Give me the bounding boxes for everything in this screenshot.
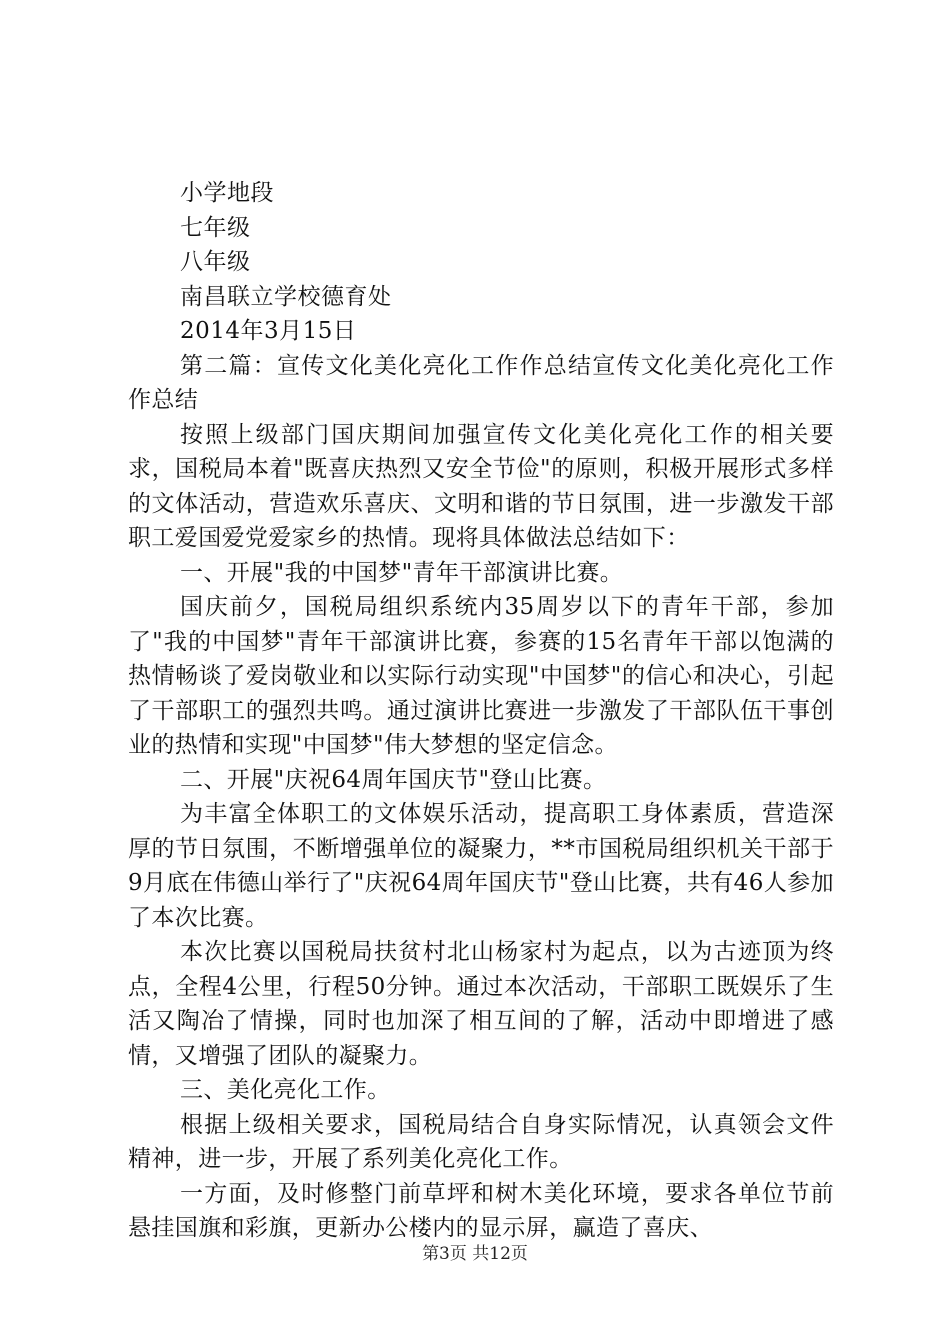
body-paragraph-intro: 按照上级部门国庆期间加强宣传文化美化亮化工作的相关要求，国税局本着"既喜庆热烈又安全节俭"的原则，积极开展形式多样的文体活动，营造欢乐喜庆、文明和谐的节日氛围，进一步激发干部职工爱国爱党爱家乡的热情。现将具体做法总结如下：: [128, 421, 834, 551]
header-line-grade-seven: 七年级: [180, 214, 251, 241]
heading-item-three: 三、美化亮化工作。: [180, 1077, 391, 1103]
document-body: [128, 176, 834, 1246]
header-line-issuer: 南昌联立学校德育处: [180, 283, 392, 310]
body-paragraph-hiking-route: 本次比赛以国税局扶贫村北山杨家村为起点，以为古迹顶为终点，全程4公里，行程50分钟。通过本次活动，干部职工既娱乐了生活又陶冶了情操，同时也加深了相互间的了解，活动中即增进了感情，又增强了团队的凝聚力。: [128, 939, 834, 1069]
header-line-school-section: 小学地段: [180, 180, 274, 206]
heading-item-one: 一、开展"我的中国梦"青年干部演讲比赛。: [180, 559, 624, 586]
heading-item-two: 二、开展"庆祝64周年国庆节"登山比赛。: [180, 766, 607, 793]
section-title-paragraph: 第二篇：宣传文化美化亮化工作作总结宣传文化美化亮化工作作总结: [128, 352, 834, 413]
page-number-footer: 第3页 共12页: [422, 1244, 528, 1264]
body-paragraph-beautification: 根据上级相关要求，国税局结合自身实际情况，认真领会文件精神，进一步，开展了系列美化亮化工作。: [128, 1111, 834, 1172]
body-paragraph-environment: 一方面，及时修整门前草坪和树木美化环境，要求各单位节前悬挂国旗和彩旗，更新办公楼内的显示屏，赢造了喜庆、: [128, 1180, 834, 1241]
header-line-date: 2014年3月15日: [180, 318, 357, 344]
header-line-grade-eight: 八年级: [180, 249, 251, 275]
body-paragraph-speech-contest: 国庆前夕，国税局组织系统内35周岁以下的青年干部，参加了"我的中国梦"青年干部演讲比赛，参赛的15名青年干部以饱满的热情畅谈了爱岗敬业和以实际行动实现"中国梦"的信心和决心，引起了干部职工的强烈共鸣。通过演讲比赛进一步激发了干部队伍干事创业的热情和实现"中国梦"伟大梦想的坚定信念。: [128, 594, 834, 758]
body-paragraph-hiking-contest: 为丰富全体职工的文体娱乐活动，提高职工身体素质，营造深厚的节日氛围，不断增强单位的凝聚力，**市国税局组织机关干部于9月底在伟德山举行了"庆祝64周年国庆节"登山比赛，共有46人参加了本次比赛。: [128, 801, 834, 931]
